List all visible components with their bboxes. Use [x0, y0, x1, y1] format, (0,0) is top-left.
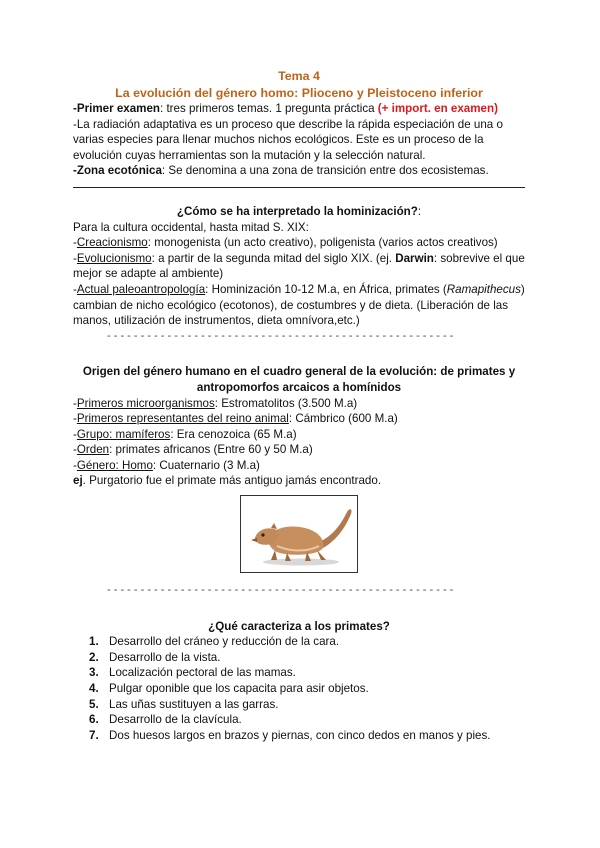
page-title: La evolución del género homo: Plioceno y Pleistoceno inferior — [115, 85, 483, 100]
primer-examen-text: : tres primeros temas. 1 pregunta práctica — [160, 102, 378, 115]
origen-item: -Grupo: mamíferos: Era cenozoica (65 M.a) — [73, 427, 297, 441]
list-text: Desarrollo de la clavícula. — [109, 713, 242, 727]
list-number: 4. — [89, 682, 99, 696]
document-page — [73, 68, 525, 743]
hominizacion-intro: Para la cultura occidental, hasta mitad S. XIX: — [73, 220, 309, 234]
origen-item-label: Primeros representantes del reino animal — [76, 412, 289, 426]
origen-item-text: : Cuaternario (3 M.a) — [152, 458, 260, 472]
origen-item-text: : Cámbrico (600 M.a) — [288, 412, 398, 426]
hominizacion-title — [73, 204, 525, 220]
purgatorius-drawing — [241, 496, 357, 572]
list-item — [73, 665, 525, 681]
evolucionismo-label: Evolucionismo — [76, 251, 152, 265]
dashed-separator: - - - - - - - - - - - - - - - - - - - - - - - - - - - - - - - - - - - - - - - - - - - - - - - - - - - - — [107, 584, 454, 597]
creacionismo-label: Creacionismo — [76, 236, 148, 250]
creacionismo-text: : monogenista (un acto creativo), poligenista (varios actos creativos) — [147, 236, 498, 250]
origen-list — [73, 396, 525, 474]
list-text: Desarrollo de la vista. — [109, 650, 221, 664]
hominizacion-title-suffix: : — [417, 204, 422, 218]
list-number: 1. — [89, 635, 99, 649]
origen-item-label: Primeros microorganismos — [76, 396, 215, 410]
actual-text-a: : Hominización 10-12 M.a, en África, primates ( — [205, 282, 447, 296]
origen-title: Origen del género humano en el cuadro general de la evolución: de primates y antropomorfos arcaicos a homínidos — [82, 365, 516, 394]
list-text: Desarrollo del cráneo y reducción de la cara. — [109, 635, 340, 649]
dashed-separator: - - - - - - - - - - - - - - - - - - - - - - - - - - - - - - - - - - - - - - - - - - - - - - - - - - - - — [107, 329, 454, 342]
actual-paleoantropologia-line: -Actual paleoantropología: Hominización 10-12 M.a, en África, primates (Ramapithecus) cambian de nicho ecológico (ecotonos), de costumbres y de dieta. (Liberación de las manos, utilización de instrumentos, dieta omnívora,etc.) — [73, 282, 525, 328]
origen-item-text: : primates africanos (Entre 60 y 50 M.a) — [109, 443, 313, 457]
list-item — [73, 681, 525, 697]
list-number: 7. — [89, 728, 99, 742]
list-item — [73, 697, 525, 713]
origen-item: -Género: Homo: Cuaternario (3 M.a) — [73, 458, 260, 472]
zona-ecotonica-text: : Se denomina a una zona de transición entre dos ecosistemas. — [161, 164, 489, 178]
tema-title: Tema 4 — [278, 69, 320, 83]
primer-examen-label: -Primer examen — [73, 102, 160, 115]
origen-item: -Primeros representantes del reino animal: Cámbrico (600 M.a) — [73, 412, 398, 426]
origen-item-label: Género: Homo — [76, 458, 153, 472]
list-text: Localización pectoral de las mamas. — [109, 666, 296, 680]
list-text: Pulgar oponible que los capacita para asir objetos. — [109, 682, 369, 696]
zona-ecotonica-line — [73, 163, 525, 179]
list-item — [73, 650, 525, 666]
origen-item-label: Orden — [76, 443, 110, 457]
origen-item-label: Grupo: mamíferos — [76, 427, 171, 441]
creacionismo-line: -Creacionismo: monogenista (un acto creativo), poligenista (varios actos creativos) — [73, 236, 498, 250]
list-number: 3. — [89, 666, 99, 680]
zona-ecotonica-label: -Zona ecotónica — [73, 164, 162, 178]
ramapithecus-label: Ramapithecus — [446, 282, 521, 296]
list-item — [73, 634, 525, 650]
list-item — [73, 712, 525, 728]
darwin-label: Darwin — [395, 251, 434, 265]
ej-line — [73, 473, 525, 489]
primates-list — [73, 634, 525, 743]
purgatorius-illustration — [240, 495, 358, 573]
list-number: 5. — [89, 697, 99, 711]
origen-item-text: : Estromatolitos (3.500 M.a) — [214, 396, 358, 410]
list-text: Las uñas sustituyen a las garras. — [109, 697, 279, 711]
evolucionismo-line: -Evolucionismo: a partir de la segunda mitad del siglo XIX. (ej. Darwin: sobrevive el que mejor se adapte al ambiente) — [73, 251, 525, 281]
ej-label: ej — [73, 474, 83, 488]
radiacion-paragraph: -La radiación adaptativa es un proceso que describe la rápida especiación de una o varias especies para llenar muchos nichos ecológicos. Este es un proceso de la evolución cuyas herramientas son la mutación y la selección natural. — [73, 117, 503, 162]
list-number: 2. — [89, 650, 99, 664]
list-text: Dos huesos largos en brazos y piernas, con cinco dedos en manos y pies. — [109, 728, 491, 742]
evolucionismo-text-a: : a partir de la segunda mitad del siglo XIX. (ej. — [151, 251, 396, 265]
ej-text: . Purgatorio fue el primate más antiguo jamás encontrado. — [82, 474, 382, 488]
origen-item: -Primeros microorganismos: Estromatolitos (3.500 M.a) — [73, 396, 358, 410]
list-item — [73, 728, 525, 744]
primer-examen-note: (+ import. en examen) — [377, 102, 498, 115]
origen-item-text: : Era cenozoica (65 M.a) — [170, 427, 297, 441]
primer-examen-line — [73, 101, 525, 117]
list-number: 6. — [89, 713, 99, 727]
origen-item: -Orden: primates africanos (Entre 60 y 50 M.a) — [73, 443, 313, 457]
actual-text-b: ) cambian de nicho ecológico (ecotonos), de costumbres y de dieta. (Liberación de las manos, utilización de instrumentos, dieta omnívora,etc.) — [73, 282, 525, 328]
hominizacion-title-text: ¿Cómo se ha interpretado la hominización? — [176, 204, 418, 218]
primates-title: ¿Qué caracteriza a los primates? — [208, 619, 390, 633]
evolucionismo-text-b: : sobrevive el que mejor se adapte al ambiente) — [73, 251, 525, 281]
actual-paleoantropologia-label: Actual paleoantropología — [76, 282, 206, 296]
